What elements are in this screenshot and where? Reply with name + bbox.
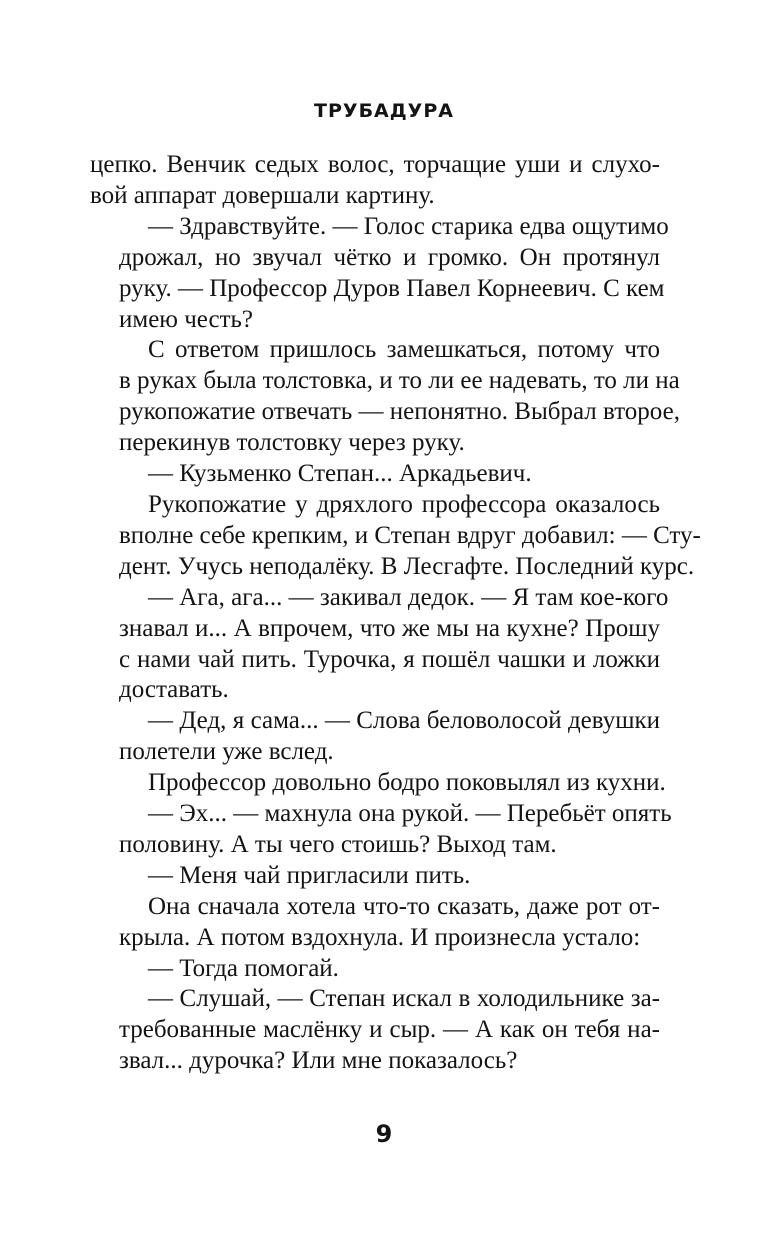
paragraph [90, 861, 660, 892]
text-line: Рукопожатие у дряхлого профессора оказалось [148, 490, 660, 518]
text-line: доставать. [119, 676, 229, 704]
body-text [90, 150, 701, 1077]
text-line: крыла. А потом вздохнула. И произнесла устало: [119, 923, 641, 951]
text-line: имею честь? [119, 305, 254, 333]
paragraph [90, 150, 660, 212]
page-number: 9 [375, 1120, 393, 1148]
text-line: дент. Учусь неподалёку. В Лесгафте. Последний курс. [119, 552, 695, 580]
text-line: знавал и... А впрочем, что же мы на кухне? Прошу [119, 614, 660, 642]
paragraph [90, 892, 660, 954]
text-line: полетели уже вслед. [119, 738, 334, 766]
paragraph [90, 984, 660, 1077]
paragraph [90, 706, 660, 768]
text-line: — Здравствуйте. — Голос старика едва ощутимо [148, 212, 669, 240]
text-line: требованные маслёнку и сыр. — А как он тебя на- [119, 1016, 660, 1044]
text-line: — Меня чай пригласили пить. [148, 861, 471, 889]
paragraph [90, 583, 669, 707]
text-line: в руках была толстовка, и то ли ее надевать, то ли на [119, 367, 680, 395]
text-line: Она сначала хотела что-то сказать, даже рот от- [148, 892, 660, 920]
paragraph [90, 212, 669, 336]
text-line: с нами чай пить. Турочка, я пошёл чашки и ложки [119, 645, 660, 673]
paragraph [90, 490, 701, 583]
running-head: ТРУБАДУРА [314, 100, 454, 122]
paragraph [90, 459, 660, 490]
text-line: вой аппарат довершали картину. [90, 181, 435, 209]
text-line: звал... дурочка? Или мне показалось? [119, 1047, 518, 1075]
text-line: С ответом пришлось замешкаться, потому что [148, 336, 660, 364]
text-line: — Слушай, — Степан искал в холодильнике за- [148, 985, 660, 1013]
text-line: — Кузьменко Степан... Аркадьевич. [148, 460, 532, 488]
text-line: — Тогда помогай. [148, 954, 339, 982]
text-line: перекинув толстовку через руку. [119, 429, 465, 457]
paragraph [90, 335, 680, 459]
paragraph [90, 768, 666, 799]
text-line: — Дед, я сама... — Слова беловолосой девушки [148, 707, 660, 735]
text-line: цепко. Венчик седых волос, торчащие уши и слухо- [90, 151, 660, 178]
paragraph [90, 954, 660, 985]
paragraph [90, 799, 672, 861]
text-line: — Эх... — махнула она рукой. — Перебьёт опять [148, 800, 672, 828]
text-line: Профессор довольно бодро поковылял из кухни. [148, 769, 666, 797]
text-line: дрожал, но звучал чётко и громко. Он протянул [119, 243, 660, 271]
text-line: вполне себе крепким, и Степан вдруг добавил: — Сту- [119, 521, 701, 549]
text-line: половину. А ты чего стоишь? Выход там. [119, 830, 557, 858]
text-line: — Ага, ага... — закивал дедок. — Я там кое-кого [148, 583, 669, 611]
text-line: руку. — Профессор Дуров Павел Корнеевич. С кем [119, 274, 665, 302]
text-line: рукопожатие отвечать — непонятно. Выбрал второе, [119, 398, 680, 426]
